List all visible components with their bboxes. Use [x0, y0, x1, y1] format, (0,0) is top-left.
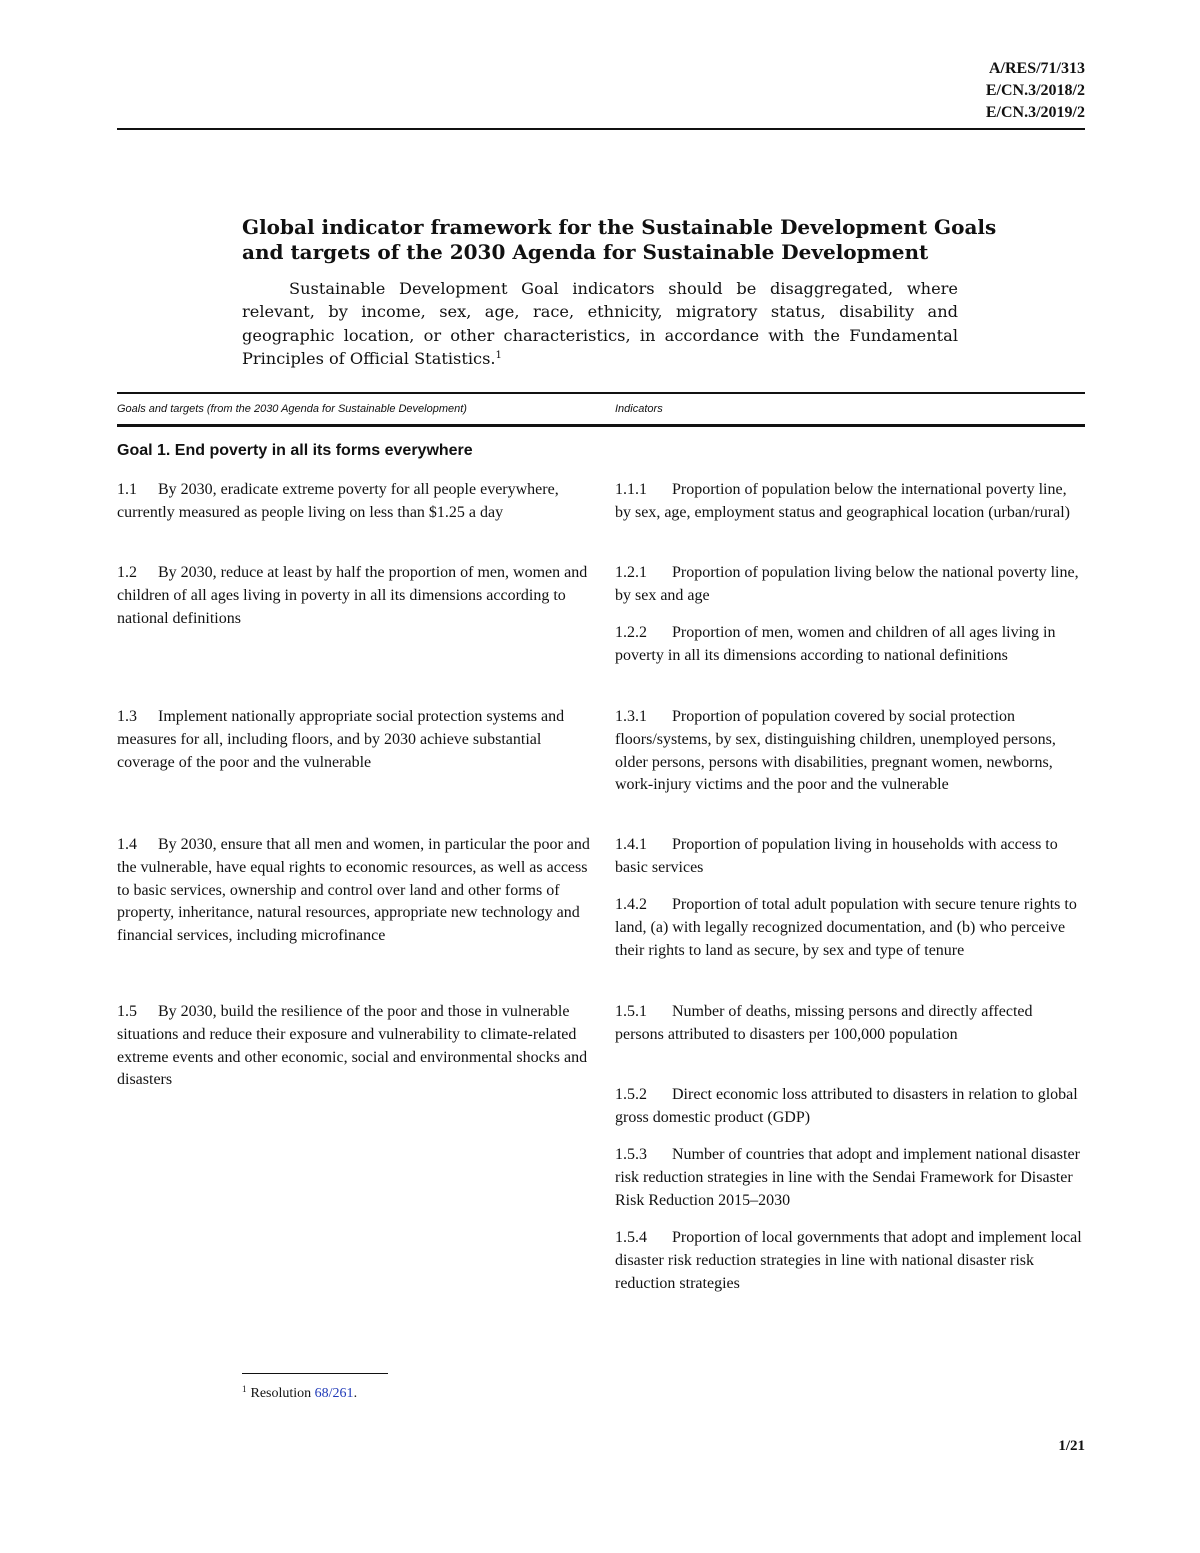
target-number: 1.3: [117, 708, 137, 725]
table-header-rule-top: [117, 392, 1085, 394]
indicator-1-2-1: [615, 562, 1085, 608]
footnote-mark: 1: [242, 1384, 247, 1394]
document-symbol: A/RES/71/313: [988, 60, 1085, 77]
indicator-text: Proportion of population living in households with access to basic services: [615, 836, 1058, 876]
target-text: By 2030, build the resilience of the poor and those in vulnerable situations and reduce their exposure and vulnerability to climate-related extreme events and other economic, social and environmental shocks and disasters: [117, 1003, 588, 1089]
target-1-1: [117, 479, 599, 525]
footnote-suffix: .: [353, 1386, 358, 1401]
target-1-3: [117, 706, 599, 774]
indicator-1-5-1: [615, 1001, 1085, 1047]
indicator-1-5-4: [615, 1227, 1085, 1295]
indicator-number: 1.5.3: [615, 1146, 647, 1163]
document-symbol: E/CN.3/2018/2: [985, 82, 1085, 99]
title-line-1: Global indicator framework for the Sustainable Development Goals: [242, 215, 997, 239]
indicator-text: Proportion of men, women and children of all ages living in poverty in all its dimensions according to national definitions: [615, 624, 1056, 664]
column-header-goals: Goals and targets (from the 2030 Agenda for Sustainable Development): [117, 403, 467, 415]
intro-text: Sustainable Development Goal indicators should be disaggregated, where relevant, by income, sex, age, race, ethnicity, migratory status, disability and geographic location, or other characteristics, in accordance with the Fundamental Principles of Official Statistics.: [242, 279, 958, 368]
resolution-link[interactable]: 68/261: [314, 1386, 354, 1401]
header-rule: [117, 128, 1085, 130]
indicator-text: Proportion of population living below the national poverty line, by sex and age: [615, 564, 1079, 604]
target-text: By 2030, ensure that all men and women, in particular the poor and the vulnerable, have equal rights to economic resources, as well as access to basic services, ownership and control over land and other forms of property, inheritance, natural resources, appropriate new technology and financial services, including microfinance: [117, 836, 590, 945]
indicator-text: Number of countries that adopt and implement national disaster risk reduction strategies in line with the Sendai Framework for Disaster Risk Reduction 2015–2030: [615, 1146, 1080, 1209]
footnote: [242, 1385, 357, 1403]
footnote-prefix: Resolution: [250, 1386, 312, 1401]
indicator-number: 1.2.2: [615, 624, 647, 641]
indicator-1-5-3: [615, 1144, 1085, 1212]
indicator-text: Direct economic loss attributed to disasters in relation to global gross domestic product (GDP): [615, 1086, 1078, 1126]
indicator-number: 1.5.4: [615, 1229, 647, 1246]
indicator-text: Number of deaths, missing persons and directly affected persons attributed to disasters per 100,000 population: [615, 1003, 1033, 1043]
target-1-2: [117, 562, 599, 630]
title-line-2: and targets of the 2030 Agenda for Sustainable Development: [242, 240, 929, 264]
indicator-1-1-1: [615, 479, 1085, 525]
indicator-1-3-1: [615, 706, 1085, 797]
target-text: By 2030, reduce at least by half the proportion of men, women and children of all ages living in poverty in all its dimensions according to national definitions: [117, 564, 588, 627]
target-text: Implement nationally appropriate social protection systems and measures for all, including floors, and by 2030 achieve substantial coverage of the poor and the vulnerable: [117, 708, 565, 771]
indicator-number: 1.1.1: [615, 481, 647, 498]
indicator-text: Proportion of total adult population with secure tenure rights to land, (a) with legally recognized documentation, and (b) who perceive their rights to land as secure, by sex and type of tenure: [615, 896, 1077, 959]
indicator-number: 1.4.1: [615, 836, 647, 853]
indicator-text: Proportion of population below the international poverty line, by sex, age, employment status and geographical location (urban/rural): [615, 481, 1070, 521]
indicator-1-5-2: [615, 1084, 1085, 1130]
indicator-number: 1.5.2: [615, 1086, 647, 1103]
target-1-4: [117, 834, 599, 948]
footnote-separator: [242, 1373, 388, 1374]
indicator-1-4-2: [615, 894, 1085, 962]
goal-heading: Goal 1. End poverty in all its forms everywhere: [117, 442, 473, 459]
target-number: 1.2: [117, 564, 137, 581]
indicator-number: 1.2.1: [615, 564, 647, 581]
indicator-1-4-1: [615, 834, 1085, 880]
target-1-5: [117, 1001, 599, 1092]
indicator-number: 1.5.1: [615, 1003, 647, 1020]
document-symbol: E/CN.3/2019/2: [985, 104, 1085, 121]
indicator-text: Proportion of local governments that adopt and implement local disaster risk reduction strategies in line with national disaster risk reduction strategies: [615, 1229, 1082, 1292]
target-text: By 2030, eradicate extreme poverty for all people everywhere, currently measured as people living on less than $1.25 a day: [117, 481, 559, 521]
page-number: 1/21: [1058, 1438, 1085, 1454]
page-title: [242, 215, 997, 265]
intro-paragraph: [242, 277, 958, 370]
indicator-number: 1.4.2: [615, 896, 647, 913]
target-number: 1.1: [117, 481, 137, 498]
indicator-1-2-2: [615, 622, 1085, 668]
document-symbols: [986, 58, 1085, 124]
indicator-number: 1.3.1: [615, 708, 647, 725]
column-header-indicators: Indicators: [615, 403, 663, 415]
footnote-reference[interactable]: 1: [495, 349, 502, 361]
target-number: 1.5: [117, 1003, 137, 1020]
table-header-rule-bottom: [117, 424, 1085, 427]
target-number: 1.4: [117, 836, 137, 853]
indicator-text: Proportion of population covered by social protection floors/systems, by sex, distinguishing children, unemployed persons, older persons, persons with disabilities, pregnant women, newborns, work-injury victims and the poor and the vulnerable: [615, 708, 1056, 794]
